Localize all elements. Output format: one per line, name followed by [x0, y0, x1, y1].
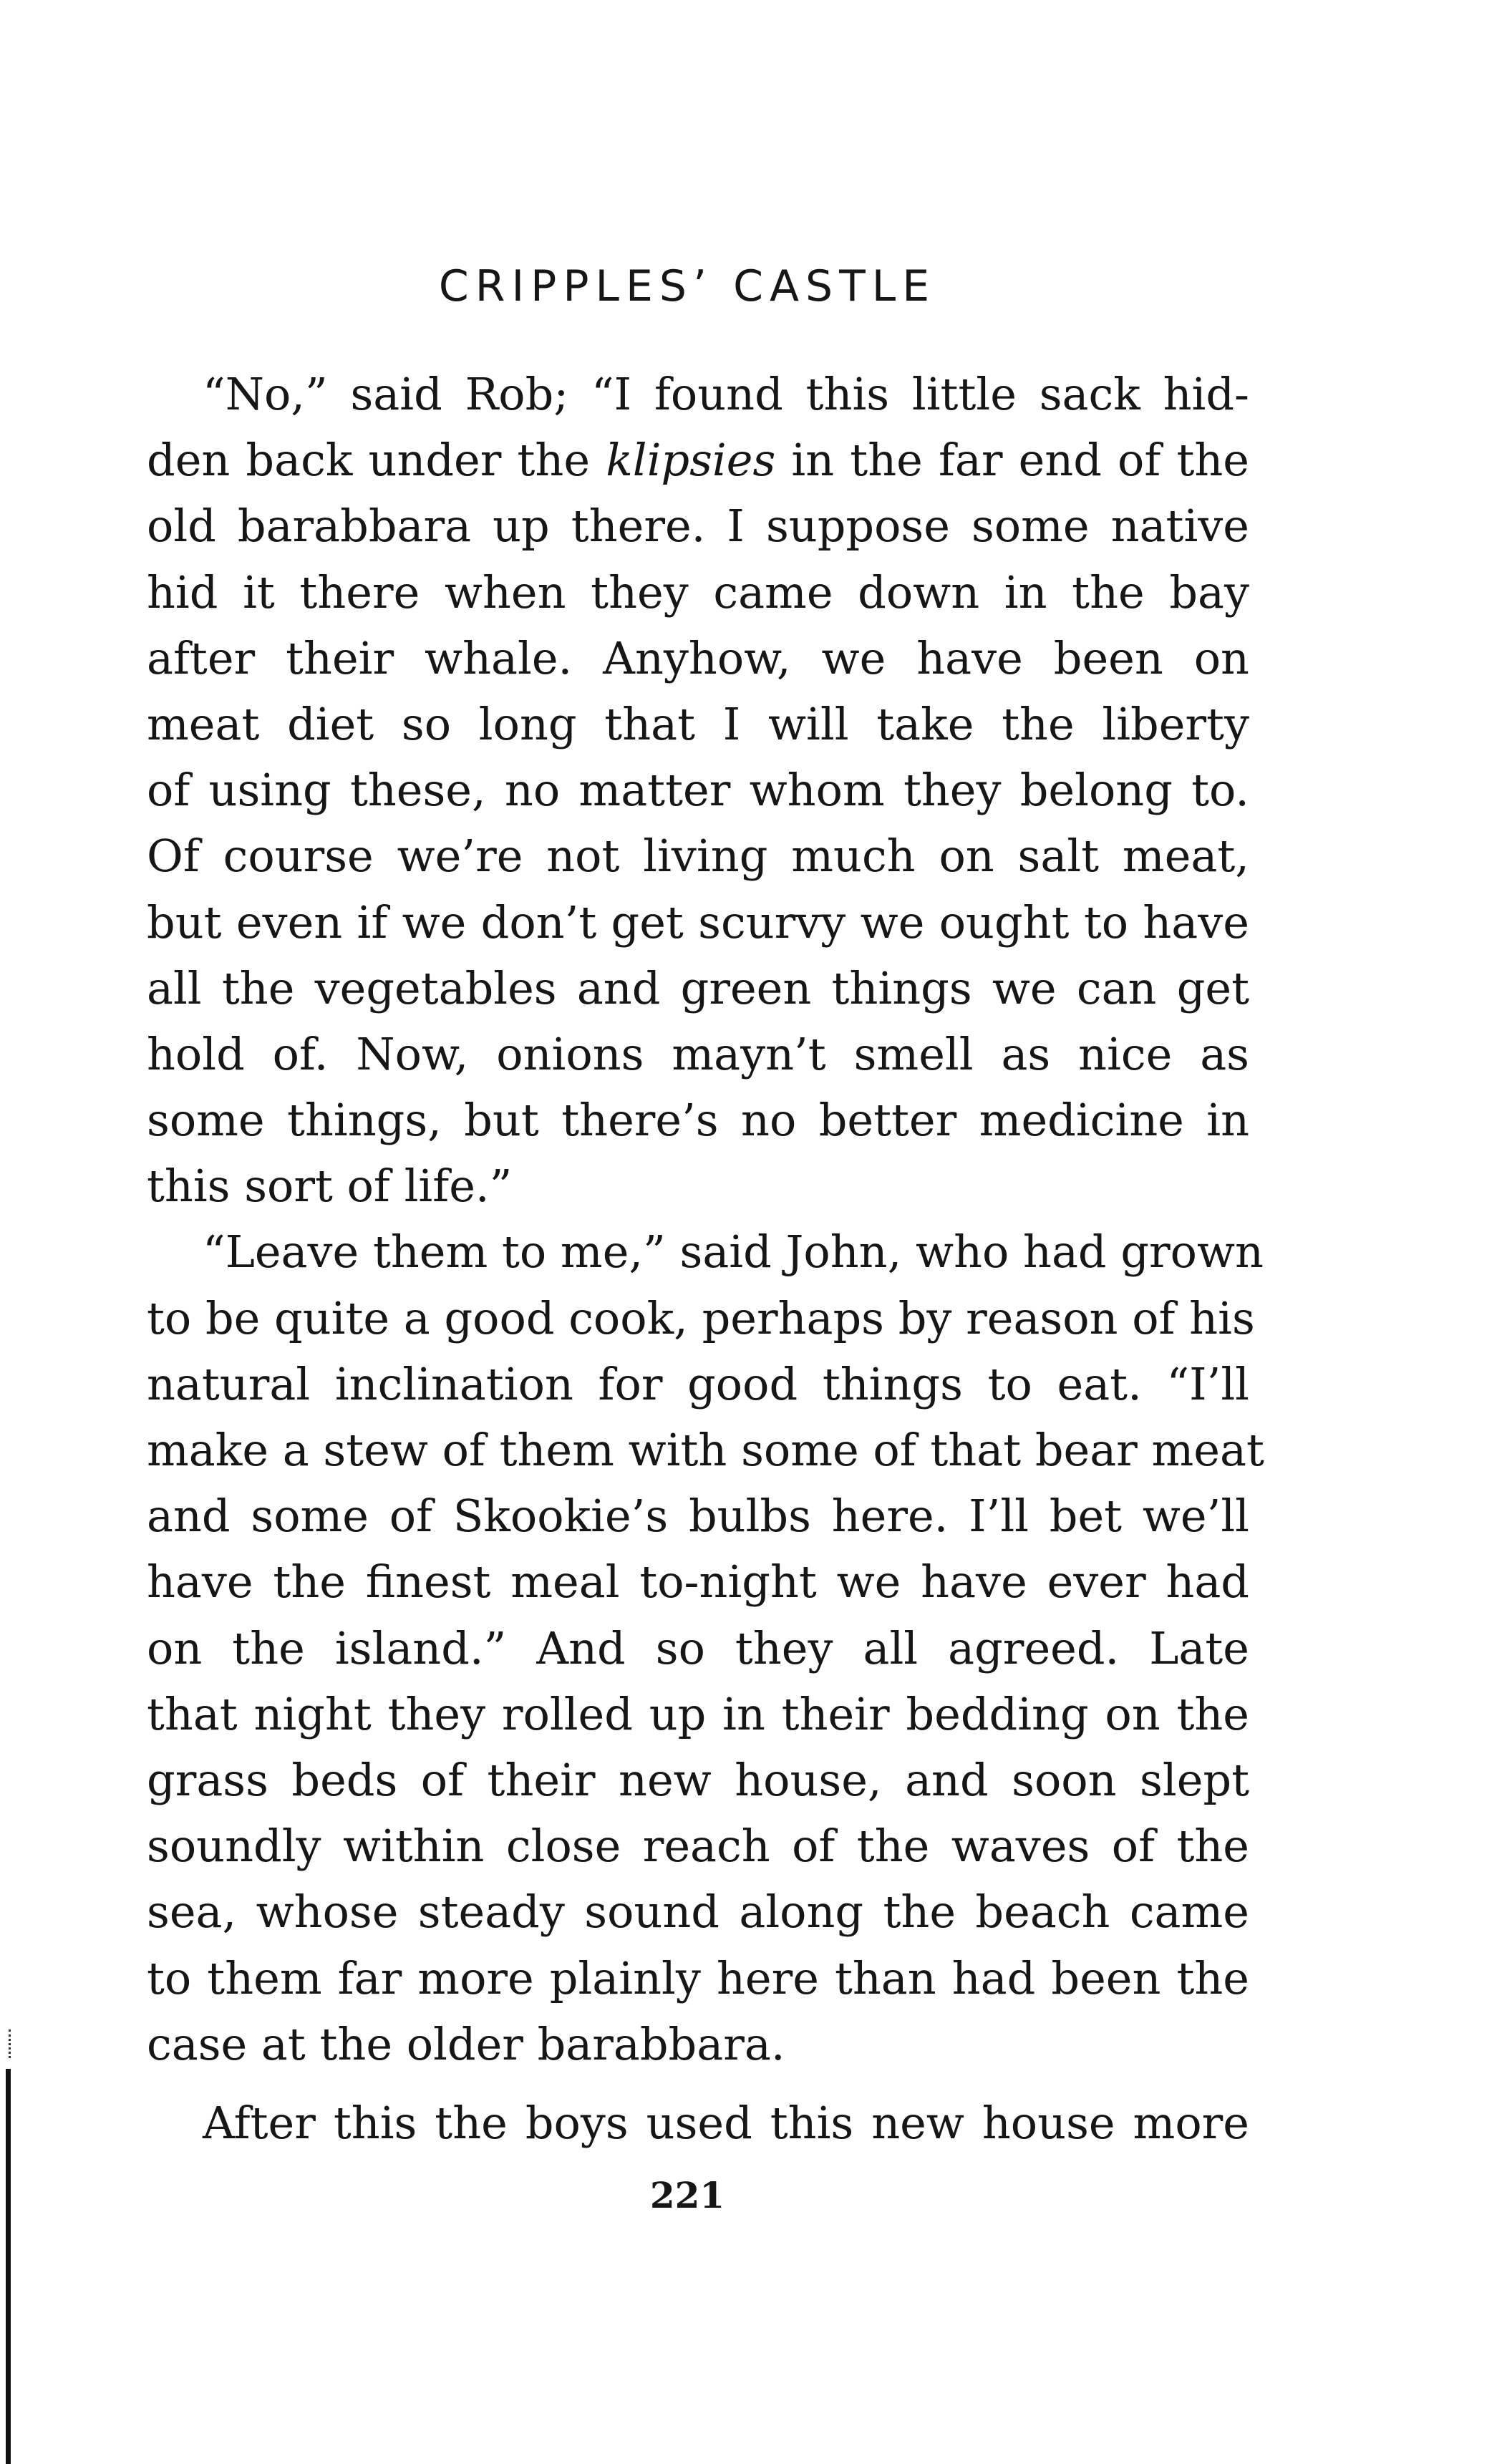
text-line: sea, whose steady sound along the beach came — [147, 1886, 1249, 1939]
text-line: make a stew of them with some of that bear meat — [147, 1424, 1264, 1476]
text-line: grass beds of their new house, and soon slept — [147, 1753, 1249, 1806]
text-line: natural inclination for good things to eat. “I’ll — [147, 1357, 1249, 1410]
text-line: to be quite a good cook, perhaps by reason of his — [147, 1291, 1255, 1344]
text-line: on the island.” And so they all agreed. Late — [147, 1621, 1249, 1674]
text-line: to them far more plainly here than had been the — [147, 1951, 1249, 2004]
binding-edge-line — [6, 2069, 11, 2464]
text-line: have the finest meal to-night we have ever had — [147, 1556, 1249, 1609]
text-line: that night they rolled up in their bedding on the — [147, 1687, 1249, 1740]
text-segment: den back under the — [147, 434, 606, 487]
text-line: some things, but there’s no better medicine in — [147, 1094, 1249, 1147]
running-head: CRIPPLES’ CASTLE — [438, 261, 936, 311]
text-line: and some of Skookie’s bulbs here. I’ll bet we’ll — [147, 1490, 1249, 1543]
text-line: After this the boys used this new house more — [203, 2096, 1249, 2149]
binding-shadow-dots — [9, 2029, 13, 2058]
text-line: this sort of life.” — [147, 1160, 513, 1213]
text-line: old barabbara up there. I suppose some native — [147, 500, 1249, 553]
text-line: “No,” said Rob; “I found this little sack hid- — [203, 368, 1249, 420]
text-line: “Leave them to me,” said John, who had grown — [203, 1226, 1264, 1279]
text-line: case at the older barabbara. — [147, 2017, 785, 2070]
text-line: Of course we’re not living much on salt meat, — [147, 830, 1249, 883]
text-line: hold of. Now, onions mayn’t smell as nice as — [147, 1027, 1249, 1080]
page-number: 221 — [649, 2174, 725, 2216]
text-segment: in the far end of the — [775, 434, 1249, 487]
body-text — [147, 362, 1264, 2156]
italic-word: klipsies — [606, 434, 776, 487]
text-line-with-italic — [147, 427, 1249, 493]
text-line: meat diet so long that I will take the liberty — [147, 697, 1249, 750]
text-line: of using these, no matter whom they belong to. — [147, 764, 1249, 817]
text-line: all the vegetables and green things we can get — [147, 961, 1249, 1014]
text-line: but even if we don’t get scurvy we ought to have — [147, 896, 1249, 949]
text-line: soundly within close reach of the waves of the — [147, 1820, 1249, 1873]
text-line: hid it there when they came down in the bay — [147, 566, 1249, 619]
text-line: after their whale. Anyhow, we have been on — [147, 631, 1249, 684]
